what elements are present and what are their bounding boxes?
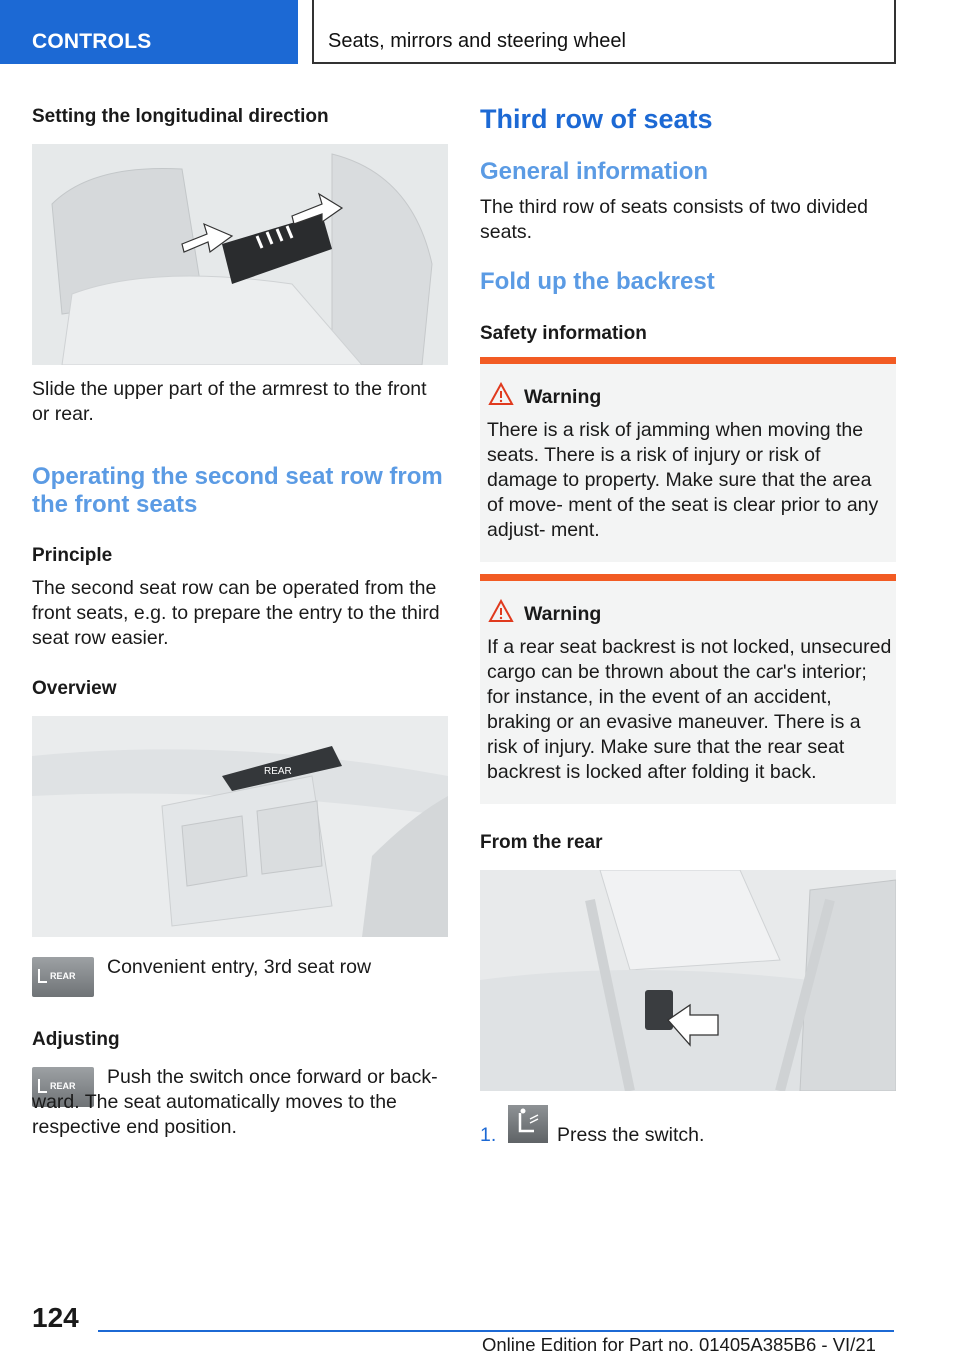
overview-image: [32, 716, 448, 937]
heading-general-information: General information: [480, 158, 709, 185]
section-tab: [0, 0, 298, 64]
heading-fold-backrest: Fold up the backrest: [480, 268, 715, 295]
heading-from-rear: From the rear: [480, 832, 603, 853]
warning-triangle-icon: [488, 599, 514, 623]
step-text: Press the switch.: [557, 1124, 705, 1146]
chapter-header: [312, 0, 896, 64]
warning-box-jamming: [480, 357, 896, 562]
chapter-title: Seats, mirrors and steering wheel: [328, 30, 626, 52]
svg-text:REAR: REAR: [264, 766, 292, 777]
warning-title: Warning: [524, 603, 602, 625]
rear-entry-button-icon: REAR: [32, 957, 94, 997]
paragraph-general-information: The third row of seats consists of two divided seats.: [480, 196, 869, 243]
page-number: 124: [32, 1302, 79, 1333]
armrest-illustration: [32, 144, 448, 365]
heading-operating: Operating the second seat row from the front seats: [32, 463, 443, 518]
rear-seat-illustration: [480, 870, 896, 1091]
heading-principle: Principle: [32, 545, 113, 566]
rear-entry-switch-icon: REAR: [32, 1067, 94, 1107]
paragraph-slide: Slide the upper part of the armrest to the front or rear.: [32, 378, 427, 425]
heading-safety-information: Safety information: [480, 323, 647, 344]
seat-switch-icon: [508, 1105, 548, 1143]
section-title: CONTROLS: [32, 30, 152, 53]
paragraph-convenient-entry: Convenient entry, 3rd seat row: [107, 956, 372, 978]
heading-longitudinal: Setting the longitudinal direction: [32, 106, 329, 127]
seat-controls-illustration: [32, 716, 448, 937]
warning-triangle-icon: [488, 382, 514, 406]
heading-third-row: Third row of seats: [480, 104, 713, 134]
warning-title: Warning: [524, 386, 602, 408]
heading-overview: Overview: [32, 678, 117, 699]
heading-adjusting: Adjusting: [32, 1029, 120, 1050]
warning-body: There is a risk of jamming when moving the seats. There is a risk of injury or risk of damage to property. Make sure that the area of move‐ ment of the seat is clear prior to any adjust‐ ment.: [487, 419, 879, 541]
armrest-image: [32, 144, 448, 365]
paragraph-adjusting: Push the switch once forward or back‐ ward. The seat automatically moves to the respective end position.: [32, 1066, 438, 1138]
rear-seat-image: [480, 870, 896, 1091]
warning-body: If a rear seat backrest is not locked, unsecured cargo can be thrown about the car's interior; for instance, in the event of an accident, braking or an evasive maneuver. There is a risk of injury. Make sure that the rear seat backrest is locked after folding it back.: [487, 636, 892, 783]
footer-divider: [98, 1330, 894, 1332]
warning-box-backrest: [480, 574, 896, 804]
step-number: 1.: [480, 1124, 497, 1146]
paragraph-principle: The second seat row can be operated from the front seats, e.g. to prepare the entry to the third seat row easier.: [32, 577, 440, 649]
footer-edition: Online Edition for Part no. 01405A385B6 - VI/21: [482, 1334, 876, 1355]
